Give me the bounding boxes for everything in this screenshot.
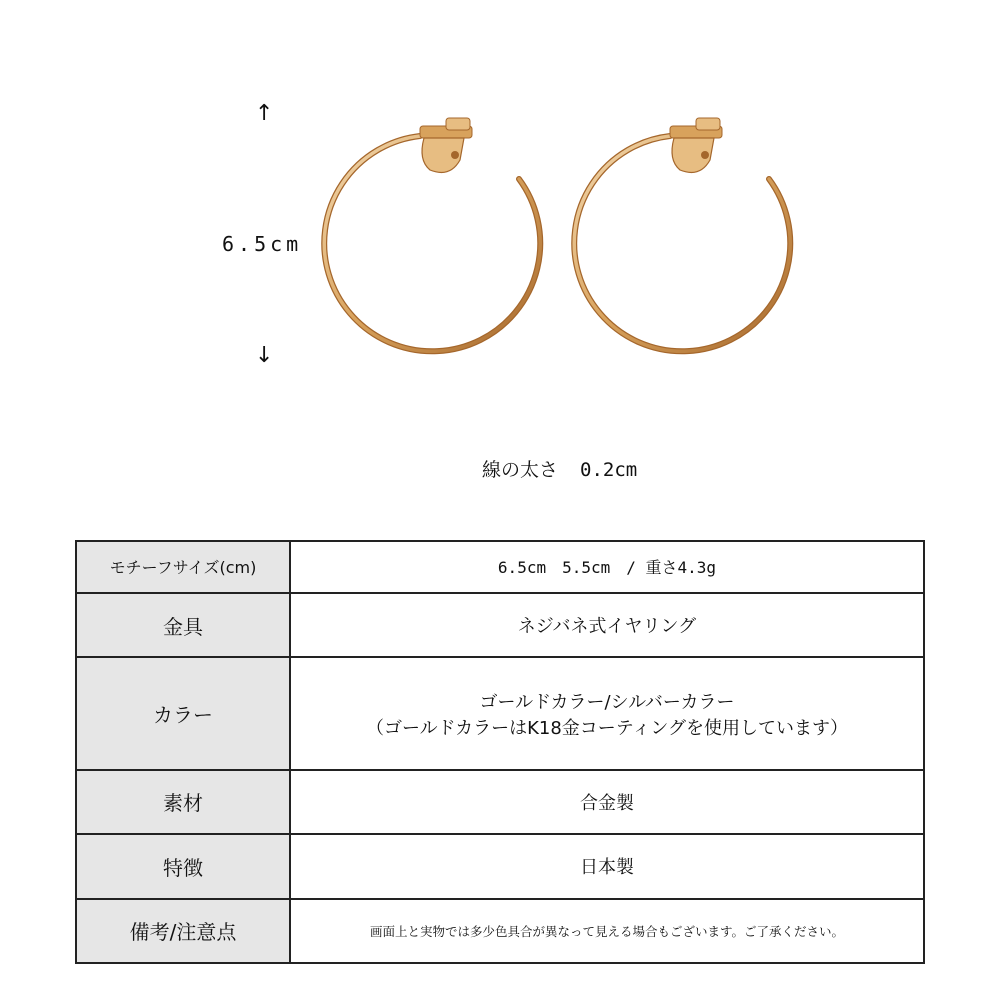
up-arrow-icon: ↑ [255,101,274,126]
row-header-fitting: 金具 [76,593,290,657]
down-arrow-icon: ↓ [255,343,274,368]
row-header-notes: 備考/注意点 [76,899,290,963]
table-row [76,899,924,963]
row-value-color [290,657,924,769]
table-row [76,541,924,593]
row-value-material: 合金製 [290,770,924,834]
right-earring [574,118,790,351]
row-value-fitting: ネジバネ式イヤリング [290,593,924,657]
row-value-motif-size: 6.5cm 5.5cm / 重さ4.3g [290,541,924,593]
earring-pair-image [300,100,820,360]
color-line-1: ゴールドカラー/シルバーカラー [479,691,735,713]
size-label: 6.5cm [222,232,303,256]
left-clip-clasp [420,118,472,172]
wire-thickness-label: 線の太さ [482,459,559,481]
row-value-notes: 画面上と実物では多少色具合が異なって見える場合もございます。ご了承ください。 [290,899,924,963]
color-line-2: （ゴールドカラーはK18金コーティングを使用しています） [365,717,848,739]
row-header-feature: 特徴 [76,834,290,898]
row-header-color: カラー [76,657,290,769]
left-earring [324,118,540,351]
table-row [76,657,924,769]
table-row [76,834,924,898]
right-clip-clasp [670,118,722,172]
wire-thickness-value: 0.2cm [580,459,638,481]
row-value-feature: 日本製 [290,834,924,898]
table-row [76,770,924,834]
wire-thickness [482,455,637,482]
table-row [76,593,924,657]
row-header-motif-size: モチーフサイズ(cm) [76,541,290,593]
row-header-material: 素材 [76,770,290,834]
spec-table [75,540,925,964]
